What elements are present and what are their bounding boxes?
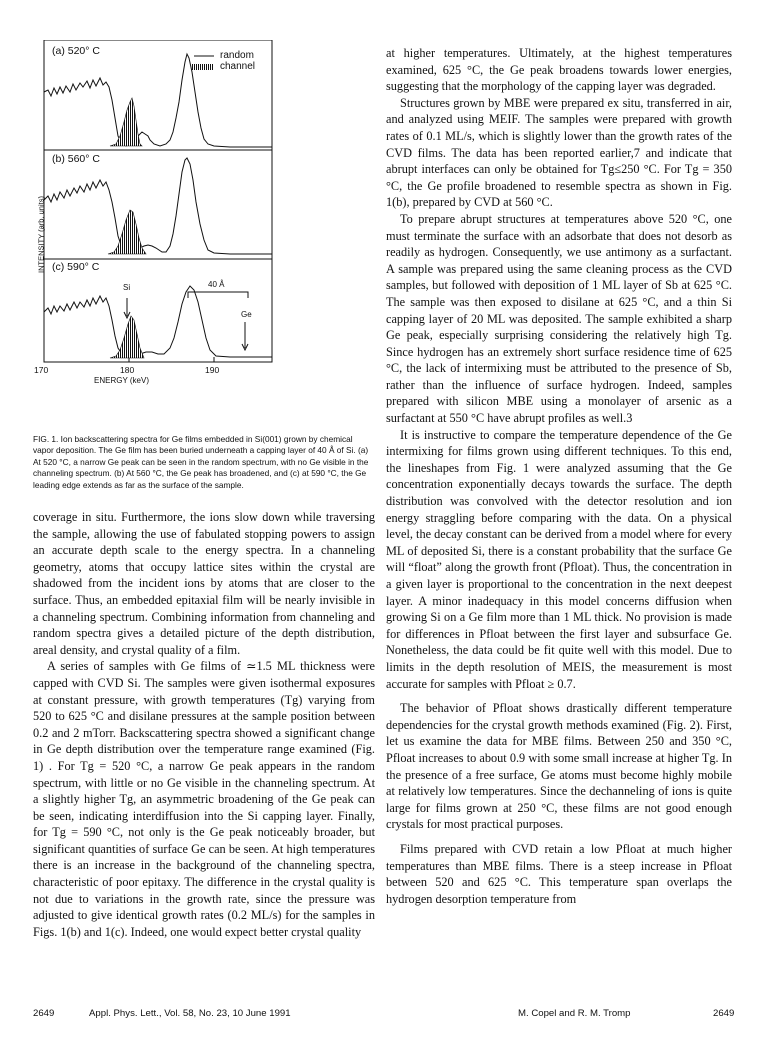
panel-a-label: (a) 520° C — [52, 45, 100, 57]
ge-label: Ge — [241, 310, 252, 319]
si-label: Si — [123, 283, 131, 292]
left-column — [33, 509, 375, 940]
x-axis-label: ENERGY (keV) — [94, 376, 149, 385]
paragraph: Films prepared with CVD retain a low Pfloat at much higher temperatures than MBE films. There is a steep increase in Pfloat between 520 and 625 °C. This temperature span overlaps the hydrogen desorption temperature from — [386, 841, 732, 906]
authors: M. Copel and R. M. Tromp — [518, 1008, 631, 1019]
x-tick-190: 190 — [205, 365, 220, 375]
panel-frame-c — [44, 259, 272, 362]
paragraph: Structures grown by MBE were prepared ex situ, transferred in air, and analyzed using MEIF. The samples were prepared with growth rates of 0.1 ML/s, which is slightly lower than the growth rates of the CVD films. The data has been reported earlier,7 and indicate that abrupt interfaces can only be obtained for Tg≤250 °C. For Tg = 350 °C, the Ge profile broadened to resemble spectra as shown in Fig. 1(b), prepared by CVD at 560 °C. — [386, 95, 732, 210]
y-axis-label: INTENSITY (arb. units) — [36, 196, 46, 273]
page-number-left: 2649 — [33, 1008, 55, 1019]
figure-1 — [30, 40, 362, 435]
figure-caption: FIG. 1. Ion backscattering spectra for Ge films embedded in Si(001) grown by chemical vapor deposition. The Ge film has been buried underneath a capping layer of 40 Å of Si. (a) At 520 °C, a narrow Ge peak can be seen in the random spectrum, with no Ge visible in the channeling spectrum. (b) At 560 °C, the Ge peak has broadened, and (c) at 590 °C, the Ge leading edge extends as far as the surface of the sample. — [33, 434, 369, 490]
panel-a-channel-peak — [110, 98, 142, 146]
paragraph: A series of samples with Ge films of ≃1.5 ML thickness were capped with CVD Si. The samples were given isothermal exposures at constant pressure, with growth temperatures (Tg) varying from 520 to 625 °C and disilane pressures at the sample position between 0.2 and 2 mTorr. Backscattering spectra showed a significant change in Ge depth distribution over the temperature range examined (Fig. 1) . For Tg = 520 °C, a narrow Ge peak appears in the random spectrum, with little or no Ge visible in the channeling spectrum. At a slightly higher Tg, an asymmetric broadening of the Ge peak can be seen, indicating interdiffusion into the Si capping layer. Finally, for Tg = 590 °C, not only is the Ge peak noticeably broader, but significant quantities of surface Ge can be seen. At high temperatures there is an increase in the background of the channeling spectra, characteristic of poor epitaxy. The difference in the crystal quality is not due to variations in the growth rate, since the pressure was adjusted to give identical growth rates (0.2 ML/s) for the samples in Figs. 1(b) and 1(c). Indeed, one would expect better crystal quality — [33, 659, 375, 939]
journal-citation: Appl. Phys. Lett., Vol. 58, No. 23, 10 June 1991 — [89, 1008, 291, 1019]
paragraph: It is instructive to compare the temperature dependence of the Ge intermixing for films grown using different techniques. To this end, the lineshapes from Fig. 1 were analyzed assuming that the Ge concentration exponentially decays towards the surface. The depth distribution was convolved with the detector resolution and ion energy straggling before comparing with the data. On a physical level, the decay constant can be derived from a model where for every ML of deposited Si, there is a constant probability that the surface Ge will “float” along the growth front (Pfloat). Thus, the concentration in a given layer is proportional to the concentration in the next deepest layer. A minor inadequacy in this model concerns diffusion when growing Si on a Ge film more than 1 ML thick. No provision is made for differences in Pfloat between the first layer and subsurface Ge. Nonetheless, the data could be fit quite well with this model. Due to limits in the depth resolution of MEIS, the measurement is most accurate for samples with Pfloat ≥ 0.7. — [386, 427, 732, 691]
page-number-right: 2649 — [713, 1008, 735, 1019]
panel-frame-b — [44, 150, 272, 259]
legend-channel-swatch — [192, 64, 214, 70]
paragraph: To prepare abrupt structures at temperatures above 520 °C, one must terminate the surface with an adsorbate that does not desorb as readily as hydrogen. Consequently, we use antimony as a surfactant. A sample was prepared using the same cleaning process as the CVD samples, but followed with deposition of 1 ML layer of Sb at 625 °C. The sample was then exposed to disilane at 625 °C, and a thin Si capping layer of 20 ML was deposited. The sample exhibited a sharp Ge peak, especially surprising considering the relatively high Tg. Since hydrogen has an extremely short surface residence time of 625 °C, the lack of intermixing must be attributed to the presence of Sb, rather than the influence of surface hydrogen. Indeed, samples prepared with silicon MBE using a monolayer of arsenic as a surfactant at 550 °C have abrupt profiles as well.3 — [386, 211, 732, 426]
x-tick-170: 170 — [34, 365, 49, 375]
paragraph: coverage in situ. Furthermore, the ions slow down while traversing the sample, allowing the use of fabulated stopping powers to assign an accurate depth scale to the energy spectra. In a channeling geometry, atoms that occupy lattice sites within the crystal are shadowed from the incident ions by atoms that are closer to the surface. Thus, an embedded epitaxial film will be nearly invisible in a channeling spectrum. Combining information from channeling and random spectra gives a detailed picture of the depth distribution, areal density, and crystal quality of a film. — [33, 510, 375, 657]
panel-b-random-curve — [44, 158, 272, 254]
legend-channel-label: channel — [220, 61, 256, 72]
paragraph: The behavior of Pfloat shows drastically different temperature dependencies for the crystal growth methods examined (Fig. 2). First, let us examine the data for MBE films. Between 250 and 350 °C, Pfloat increases to about 0.9 with some small increase at higher Tg. In the presence of a free surface, Ge atoms must become highly mobile at relatively low temperatures. Since the dechanneling of ions is quite large for films grown at 250 °C, these films are not good enough crystals for most practical purposes. — [386, 701, 732, 832]
panel-b-label: (b) 560° C — [52, 153, 100, 165]
paragraph: at higher temperatures. Ultimately, at the highest temperatures examined, 625 °C, the Ge peak broadens towards lower energies, suggesting that the morphology of the capping layer was degraded. — [386, 46, 732, 94]
panel-b-channel-peak — [108, 210, 146, 254]
right-column — [386, 45, 732, 907]
panel-c-random-curve — [44, 286, 272, 357]
depth-bracket — [188, 292, 248, 298]
x-tick-180: 180 — [120, 365, 135, 375]
panel-c-label: (c) 590° C — [52, 261, 100, 273]
depth-label: 40 Å — [208, 280, 225, 289]
spectra-chart — [30, 40, 362, 435]
legend-random-label: random — [220, 50, 254, 61]
